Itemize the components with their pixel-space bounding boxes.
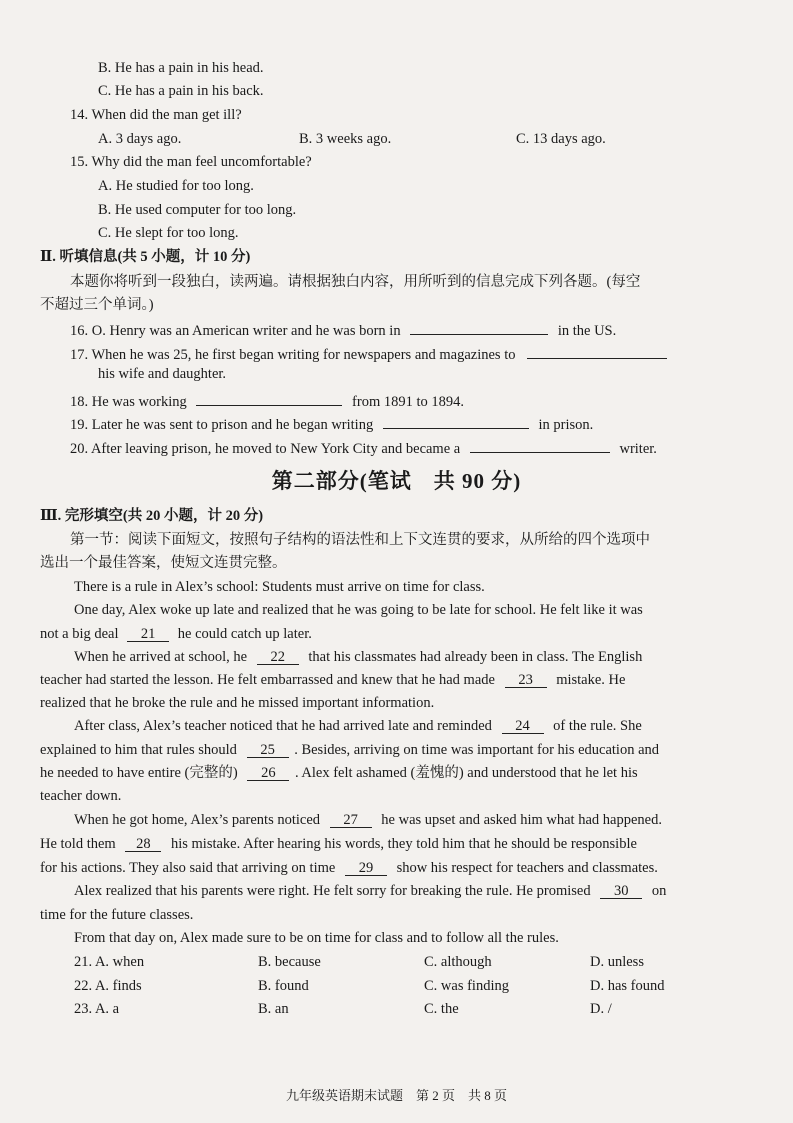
q19-text: 19. Later he was sent to prison and he began writing (70, 417, 374, 433)
passage-line (40, 858, 658, 878)
q15-option-c: C. He slept for too long. (98, 225, 239, 241)
q17 (70, 341, 667, 365)
q19-blank[interactable] (383, 411, 529, 429)
blank-26[interactable]: 26 (247, 763, 289, 781)
q18-text: 18. He was working (70, 394, 187, 410)
passage-text: he needed to have entire (完整的) (40, 765, 238, 781)
q17-text: 17. When he was 25, he first began writing for newspapers and magazines to (70, 347, 516, 363)
q18-text-end: from 1891 to 1894. (352, 394, 465, 410)
q20-blank[interactable] (470, 435, 610, 453)
passage-line (40, 740, 659, 760)
passage-line: teacher down. (40, 788, 122, 804)
q15-stem: 15. Why did the man feel uncomfortable? (70, 154, 312, 170)
q18 (70, 388, 464, 412)
q17-blank[interactable] (527, 341, 667, 359)
blank-21[interactable]: 21 (127, 624, 169, 642)
passage-paragraph-3 (74, 647, 642, 667)
section-3-instruction: 第一节：阅读下面短文，按照句子结构的语法性和上下文连贯的要求，从所给的四个选项中 (70, 532, 650, 548)
passage-text: on (651, 883, 667, 899)
choice-23-b[interactable]: B. an (258, 1001, 289, 1017)
passage-paragraph-1: There is a rule in Alex’s school: Students must arrive on time for class. (74, 579, 485, 595)
q14-option-c: C. 13 days ago. (516, 131, 606, 147)
passage-paragraph-7: From that day on, Alex made sure to be on time for class and to follow all the rules. (74, 930, 559, 946)
passage-text: for his actions. They also said that arriving on time (40, 860, 336, 876)
passage-line (40, 670, 625, 690)
passage-paragraph-6 (74, 881, 666, 901)
choice-23-a[interactable]: 23. A. a (74, 1001, 120, 1017)
q15-option-b: B. He used computer for too long. (98, 202, 297, 218)
blank-30[interactable]: 30 (600, 881, 642, 899)
q19-text-end: in prison. (538, 417, 594, 433)
choice-22-d[interactable]: D. has found (590, 978, 665, 994)
passage-paragraph-4 (74, 716, 642, 736)
passage-paragraph-2: One day, Alex woke up late and realized that he was going to be late for school. He felt like it was (74, 602, 643, 618)
q14-option-b: B. 3 weeks ago. (299, 131, 392, 147)
bleed-through-text (430, 60, 433, 75)
blank-27[interactable]: 27 (330, 810, 372, 828)
blank-29[interactable]: 29 (345, 858, 387, 876)
passage-text: explained to him that rules should (40, 742, 237, 758)
page-footer: 九年级英语期末试题 第 2 页 共 8 页 (285, 1088, 507, 1103)
passage-text: When he got home, Alex’s parents noticed (74, 812, 321, 828)
section-2-instruction-cont: 不超过三个单词。) (40, 297, 154, 313)
choice-21-b[interactable]: B. because (258, 954, 321, 970)
q13-option-c: C. He has a pain in his back. (98, 83, 264, 99)
q17-line2: his wife and daughter. (98, 366, 227, 382)
passage-text: teacher had started the lesson. He felt embarrassed and knew that he had made (40, 672, 495, 688)
choice-21-c[interactable]: C. although (424, 954, 492, 970)
blank-28[interactable]: 28 (125, 834, 161, 852)
q16-text-end: in the US. (557, 323, 617, 339)
passage-line (40, 624, 312, 644)
section-2-heading: Ⅱ. 听填信息(共 5 小题，计 10 分) (40, 249, 251, 265)
passage-text: He told them (40, 836, 116, 852)
passage-text: show his respect for teachers and classmates. (396, 860, 658, 876)
passage-line: time for the future classes. (40, 907, 194, 923)
passage-text: . Besides, arriving on time was important for his education and (294, 742, 660, 758)
passage-line: realized that he broke the rule and he missed important information. (40, 695, 435, 711)
q16-text: 16. O. Henry was an American writer and he was born in (70, 323, 401, 339)
passage-text: of the rule. She (553, 718, 642, 734)
choice-22-b[interactable]: B. found (258, 978, 309, 994)
q16 (70, 317, 616, 341)
section-3-instruction-cont: 选出一个最佳答案，使短文连贯完整。 (40, 555, 287, 571)
q20-text: 20. After leaving prison, he moved to New York City and became a (70, 441, 461, 457)
choice-21-d[interactable]: D. unless (590, 954, 644, 970)
choice-22-c[interactable]: C. was finding (424, 978, 509, 994)
q14-stem: 14. When did the man get ill? (70, 107, 242, 123)
section-3-heading: Ⅲ. 完形填空(共 20 小题，计 20 分) (40, 508, 264, 524)
q16-blank[interactable] (410, 317, 548, 335)
q20 (70, 435, 657, 459)
blank-24[interactable]: 24 (502, 716, 544, 734)
part-two-title: 第二部分(笔试 共 90 分) (271, 469, 522, 493)
passage-text: not a big deal (40, 626, 119, 642)
q19 (70, 411, 593, 435)
choice-23-d[interactable]: D. / (590, 1001, 612, 1017)
passage-text: Alex realized that his parents were right. He felt sorry for breaking the rule. He promised (74, 883, 591, 899)
blank-23[interactable]: 23 (505, 670, 547, 688)
choice-23-c[interactable]: C. the (424, 1001, 459, 1017)
q13-option-b: B. He has a pain in his head. (98, 60, 264, 76)
passage-text: he could catch up later. (177, 626, 312, 642)
blank-25[interactable]: 25 (247, 740, 289, 758)
q18-blank[interactable] (196, 388, 342, 406)
q15-option-a: A. He studied for too long. (98, 178, 254, 194)
passage-line (40, 763, 638, 783)
passage-text: his mistake. After hearing his words, they told him that he should be responsible (170, 836, 637, 852)
section-2-instruction: 本题你将听到一段独白，读两遍。请根据独白内容，用所听到的信息完成下列各题。(每空 (70, 274, 641, 290)
blank-22[interactable]: 22 (257, 647, 299, 665)
passage-text: that his classmates had already been in class. The English (308, 649, 643, 665)
passage-text: mistake. He (556, 672, 626, 688)
choice-22-a[interactable]: 22. A. finds (74, 978, 142, 994)
passage-text: After class, Alex’s teacher noticed that he had arrived late and reminded (74, 718, 492, 734)
passage-text: When he arrived at school, he (74, 649, 248, 665)
passage-paragraph-5 (74, 810, 662, 830)
q20-text-end: writer. (619, 441, 657, 457)
passage-text: . Alex felt ashamed (羞愧的) and understood that he let his (294, 765, 638, 781)
q14-option-a: A. 3 days ago. (98, 131, 182, 147)
passage-text: he was upset and asked him what had happened. (381, 812, 662, 828)
passage-line (40, 834, 637, 854)
choice-21-a[interactable]: 21. A. when (74, 954, 145, 970)
